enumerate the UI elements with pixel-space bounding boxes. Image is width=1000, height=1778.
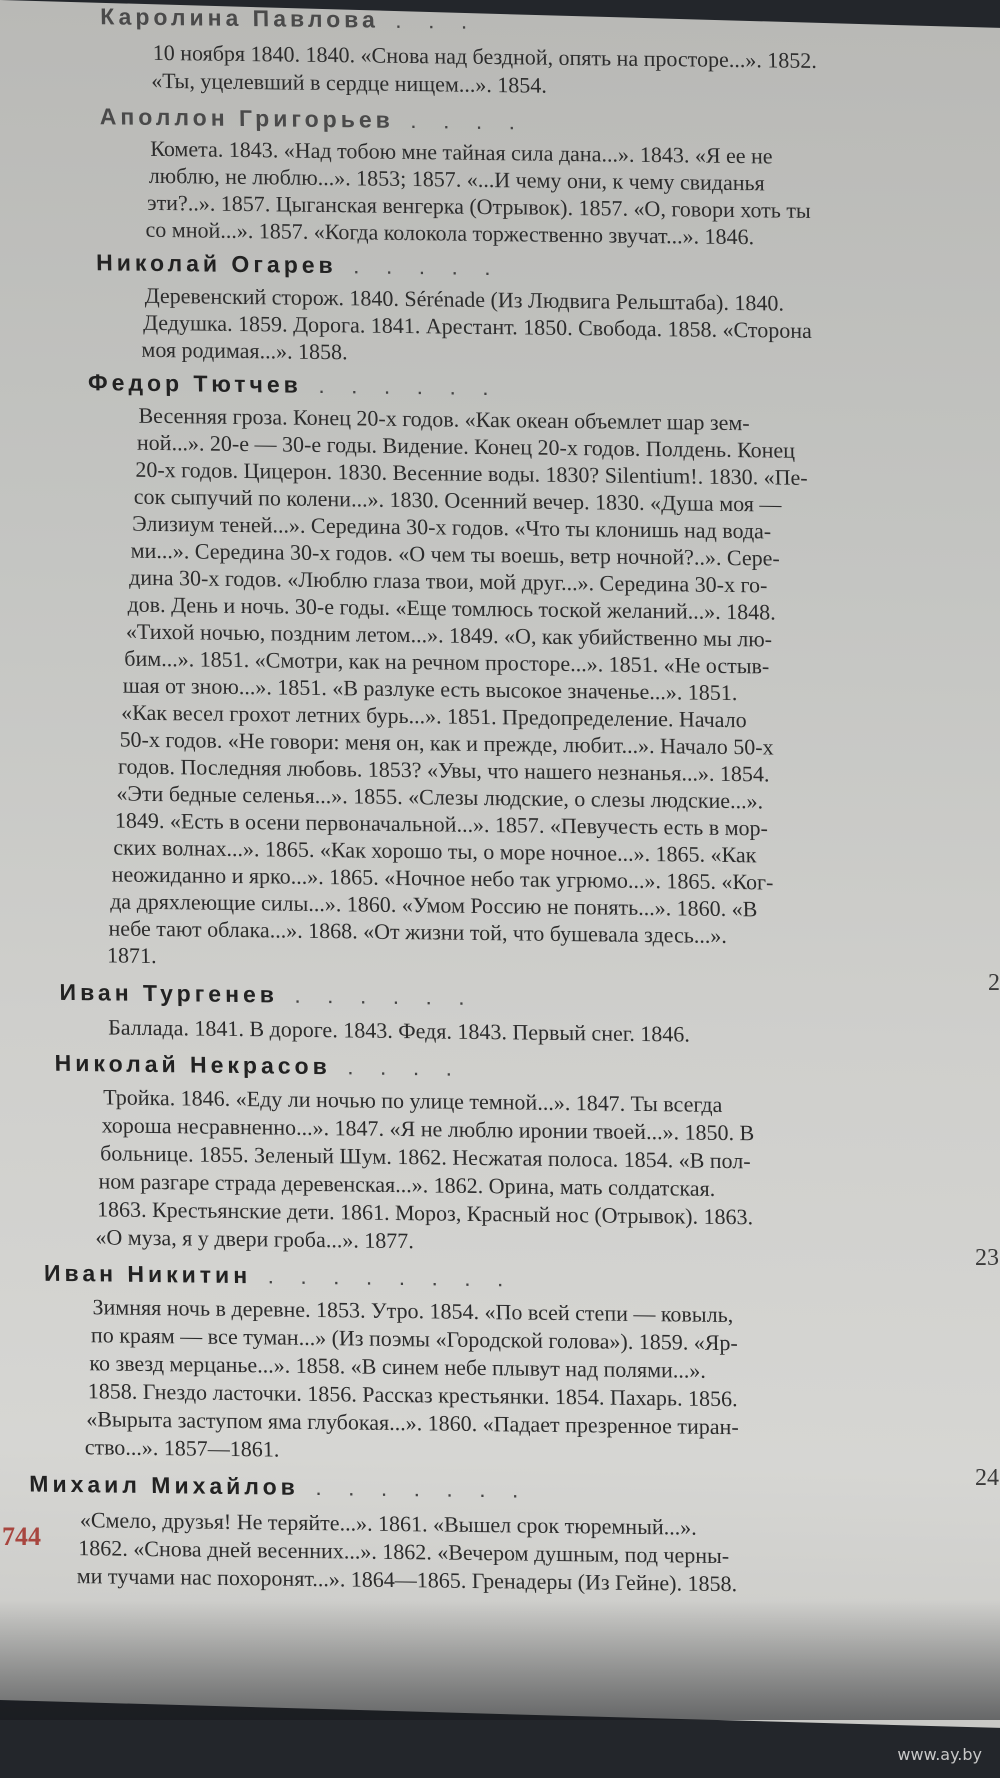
text-line: ном разгаре страда деревенская...». 1862. Орина, мать солдатская. [98, 1168, 716, 1201]
text-line: Элизиум теней...». Середина 30-х годов. «Что ты клонишь над вода- [131, 510, 772, 544]
text-line: шая от зною...». 1851. «В разлуке есть высокое значенье...». 1851. [122, 672, 738, 706]
text-line: «Вырыта заступом яма глубокая...». 1860. «Падает презренное тиран- [86, 1406, 739, 1440]
text-line: ной...». 20-е — 30-е годы. Видение. Конец 20-х годов. Полдень. Конец [136, 429, 796, 463]
text-line: Комета. 1843. «Над тобою мне тайная сила дана...». 1843. «Я ее не [150, 135, 773, 169]
text-line: Зимняя ночь в деревне. 1853. Утро. 1854. «По всей степи — ковыль, [92, 1294, 734, 1328]
page-number: 744 [2, 1522, 41, 1551]
text-line: эти?..». 1857. Цыганская венгерка (Отрывок). 1857. «О, говори хоть ты [146, 189, 811, 223]
text-line: да дряхлеющие силы...». 1860. «Умом Россию не понять...». 1860. «В [109, 888, 758, 922]
author-heading: Николай Огарев . . . . . [95, 249, 501, 281]
text-line: дина 30-х годов. «Люблю глаза твои, мой друг...». Середина 30-х го- [128, 564, 768, 598]
author-heading: Федор Тютчев . . . . . . [87, 369, 499, 401]
text-line: ко звезд мерцанье...». 1858. «В синем небе плывут над полями...». [89, 1350, 707, 1383]
text-line: неожиданно и ярко...». 1865. «Ночное небо так угрюмо...». 1865. «Ког- [111, 861, 774, 895]
text-line: 1863. Крестьянские дети. 1861. Мороз, Красный нос (Отрывок). 1863. [96, 1196, 754, 1230]
text-line: ских волнах...». 1865. «Как хорошо ты, о море ночное...». 1865. «Как [113, 834, 757, 868]
text-line: люблю, не люблю...». 1853; 1857. «...И чему они, к чему свиданья [148, 162, 765, 196]
text-line: ми тучами нас похоронят...». 1864—1865. Гренадеры (Из Гейне). 1858. [76, 1563, 738, 1597]
text-line: 50-х годов. «Не говори: меня он, как и прежде, любит...». Начало 50-х [119, 726, 774, 760]
text-line: дов. День и ночь. 30-е годы. «Еще томлюсь тоской желаний...». 1848. [127, 591, 776, 625]
text-line: сок сыпучий по колени...». 1830. Осенний вечер. 1830. «Душа моя — [133, 483, 782, 517]
text-line: по краям — все туман...» (Из поэмы «Городской голова»). 1859. «Яр- [90, 1322, 738, 1356]
text-line: небе тают облака...». 1868. «От жизни той, что бушевала здесь...». [108, 915, 727, 949]
margin-number: 24 [975, 1465, 999, 1491]
text-line: «О муза, я у двери гроба...». 1877. [95, 1224, 414, 1254]
author-heading: Михаил Михайлов . . . . . . . [29, 1470, 529, 1503]
margin-number: 23 [975, 1245, 999, 1271]
text-line: Тройка. 1846. «Еду ли ночью по улице темной...». 1847. Ты всегда [103, 1084, 723, 1117]
text-line: бим...». 1851. «Смотри, как на речном просторе...». 1851. «Не остыв- [124, 645, 770, 679]
text-line: «Смело, друзья! Не теряйте...». 1861. «Вышел срок тюремный...». [79, 1507, 697, 1540]
text-line: хороша несравненно...». 1847. «Я не люблю иронии твоей...». 1850. В [101, 1112, 755, 1146]
watermark: www.ay.by [897, 1745, 982, 1764]
text-line: со мной...». 1857. «Когда колокола торжественно звучат...». 1846. [145, 216, 755, 250]
text-line: 1871. [106, 942, 157, 969]
text-line: 1862. «Снова дней весенних...». 1862. «Вечером душным, под черны- [78, 1535, 730, 1569]
author-heading: Иван Тургенев . . . . . . [59, 978, 475, 1010]
author-heading: Аполлон Григорьев . . . . [99, 103, 526, 135]
text-line: «Ты, уцелевший в сердце нищем...». 1854. [151, 67, 547, 98]
text-line: Дедушка. 1859. Дорога. 1841. Арестант. 1850. Свобода. 1858. «Сторона [142, 309, 812, 343]
text-line: 1858. Гнездо ласточки. 1856. Рассказ крестьянки. 1854. Пахарь. 1856. [87, 1378, 738, 1412]
text-line: «Как весел грохот летних бурь...». 1851. Предопределение. Начало [120, 699, 747, 733]
text-line: годов. Последняя любовь. 1853? «Увы, что нашего незнанья...». 1854. [117, 753, 770, 787]
text-line: ство...». 1857—1861. [84, 1434, 280, 1462]
author-heading: Каролина Павлова . . . [100, 3, 478, 34]
text-line: 20-х годов. Цицерон. 1830. Весенние воды. 1830? Silentium!. 1830. «Пе- [135, 456, 808, 490]
text-line: моя родимая...». 1858. [141, 336, 348, 365]
text-line: Деревенский сторож. 1840. Sérénade (Из Людвига Рельштаба). 1840. [144, 282, 785, 316]
text-line: 10 ноября 1840. 1840. «Снова над бездной, опять на просторе...». 1852. [152, 39, 817, 73]
text-line: «Эти бедные селенья...». 1855. «Слезы людские, о слезы людские...». [116, 780, 764, 814]
text-line: больнице. 1855. Зеленый Шум. 1862. Несжатая полоса. 1854. «В пол- [99, 1140, 751, 1174]
text-line: 1849. «Есть в осени первоначальной...». 1857. «Певучесть есть в мор- [114, 807, 769, 841]
text-line: «Тихой ночью, поздним летом...». 1849. «О, как убийственно мы лю- [125, 618, 773, 652]
text-line: Баллада. 1841. В дороге. 1843. Федя. 1843. Первый снег. 1846. [107, 1014, 690, 1047]
page-shadow [0, 1600, 1000, 1720]
text-line: Весенняя гроза. Конец 20-х годов. «Как океан объемлет шар зем- [138, 402, 750, 436]
margin-number: 2 [988, 970, 1000, 996]
author-heading: Иван Никитин . . . . . . . . [43, 1259, 514, 1292]
author-heading: Николай Некрасов . . . . [54, 1049, 463, 1081]
text-line: ми...». Середина 30-х годов. «О чем ты воешь, ветр ночной?..». Сере- [130, 537, 780, 571]
